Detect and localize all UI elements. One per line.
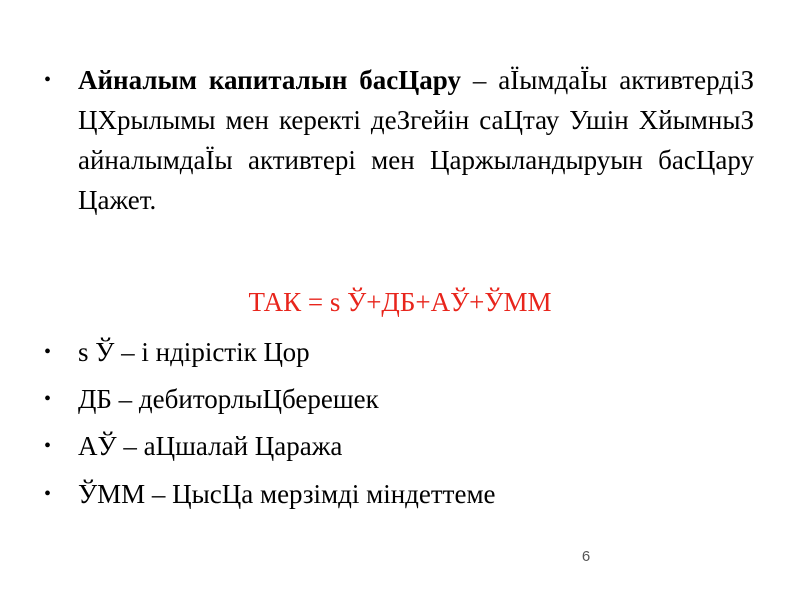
bullet-icon: • xyxy=(44,69,52,91)
page-number: 6 xyxy=(581,548,591,565)
main-paragraph-lead: Айналым капиталын басЦару xyxy=(78,65,461,95)
bullet-icon: • xyxy=(44,388,52,410)
bullet-icon: • xyxy=(44,341,52,363)
definition-text: s Ў – і ндірістік Цор xyxy=(78,337,310,367)
main-paragraph xyxy=(78,60,754,220)
bullet-icon: • xyxy=(44,483,52,505)
bullet-icon: • xyxy=(44,435,52,457)
definition-text: ЎММ – ЦысЦа мерзімді міндеттеме xyxy=(78,479,496,509)
formula-line: ТАК = s Ў+ДБ+АЎ+ЎММ xyxy=(248,287,552,317)
definition-text: ДБ – дебиторлыЦберешек xyxy=(78,384,379,414)
main-paragraph-rest: – аЇымдаЇы активтердіЗ ЦХрылымы мен керекті деЗгейін саЦтау Ушін ХйымныЗ айналымдаЇы активтері мен Царжыландыруын басЦару Цажет. xyxy=(78,65,754,215)
definition-text: АЎ – аЦшалай Цаража xyxy=(78,431,343,461)
